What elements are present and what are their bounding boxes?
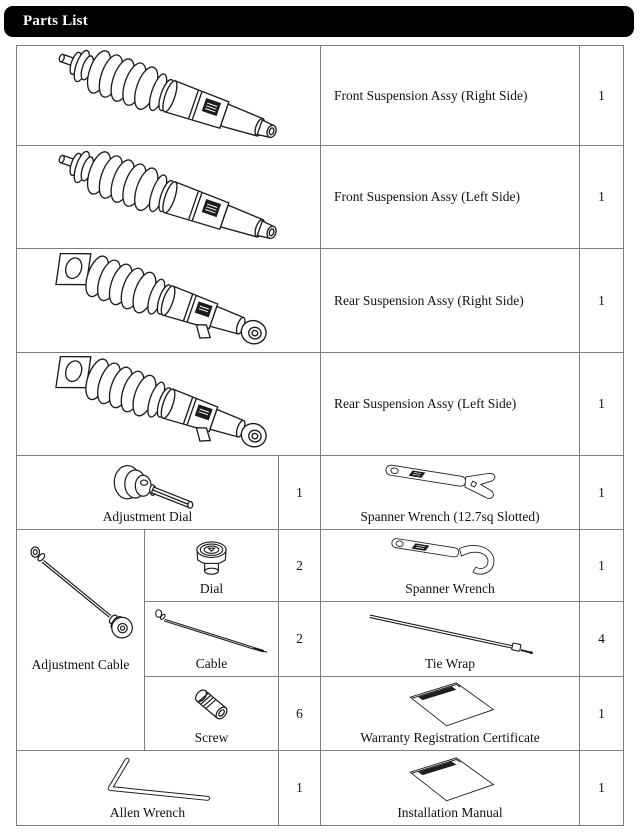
allen-wrench-image (65, 756, 230, 804)
warranty-certificate-image (383, 679, 518, 730)
hook-spanner-wrench-image (380, 534, 520, 580)
part-description (321, 249, 580, 353)
qty-value: 1 (598, 557, 605, 573)
part-label: Dial (199, 581, 224, 596)
adjustment-dial-image (88, 456, 208, 509)
part-label: Installation Manual (397, 805, 503, 820)
part-qty (580, 249, 624, 353)
part-qty (580, 456, 624, 530)
part-qty (580, 602, 624, 677)
page-header (4, 6, 634, 37)
part-description (321, 46, 580, 146)
part-name: Rear Suspension Assy (Right Side) (334, 292, 524, 308)
part-description (321, 146, 580, 249)
part-label: Adjustment Cable (31, 657, 130, 672)
part-qty (279, 602, 321, 677)
part-label: Screw (194, 730, 229, 745)
part-item-cell (17, 751, 279, 826)
part-image-cell (17, 249, 321, 353)
part-item-cell (321, 751, 580, 826)
qty-value: 4 (598, 631, 605, 646)
qty-value: 1 (598, 87, 605, 103)
part-qty (279, 530, 321, 602)
qty-value: 2 (296, 557, 303, 573)
part-qty (580, 677, 624, 751)
part-item-cell (321, 602, 580, 677)
part-item-cell (145, 530, 279, 602)
front-suspension-right-image (44, 48, 294, 144)
page-title: Parts List (23, 13, 88, 29)
qty-value: 1 (598, 189, 605, 204)
qty-value: 6 (296, 705, 303, 721)
front-suspension-left-image (44, 149, 294, 245)
qty-value: 1 (598, 292, 605, 308)
qty-value: 1 (598, 396, 605, 411)
part-label: Adjustment Dial (102, 509, 193, 524)
dial-image (184, 534, 239, 580)
part-image-cell (17, 46, 321, 146)
part-label: Tie Wrap (424, 656, 476, 671)
part-item-cell (145, 602, 279, 677)
part-label: Warranty Registration Certificate (360, 730, 540, 745)
part-label: Spanner Wrench (405, 581, 495, 596)
part-item-cell (321, 530, 580, 602)
screw-image (190, 684, 234, 726)
part-name: Front Suspension Assy (Left Side) (334, 189, 521, 204)
part-image-cell (17, 353, 321, 456)
part-item-cell (321, 456, 580, 530)
part-label: Cable (195, 656, 228, 671)
parts-table (16, 45, 624, 826)
part-name: Rear Suspension Assy (Left Side) (334, 396, 517, 411)
adjustment-cable-cell (17, 530, 145, 751)
installation-manual-image (383, 754, 518, 806)
part-name: Front Suspension Assy (Right Side) (334, 87, 528, 103)
part-label: Allen Wrench (109, 805, 186, 820)
part-qty (580, 46, 624, 146)
part-qty (580, 146, 624, 249)
qty-value: 2 (296, 631, 303, 646)
rear-suspension-right-image (44, 253, 294, 349)
part-qty (279, 677, 321, 751)
rear-suspension-left-image (44, 356, 294, 452)
qty-value: 1 (598, 484, 605, 500)
cable-image (149, 606, 275, 656)
slotted-spanner-wrench-image (373, 460, 528, 508)
part-image-cell (17, 146, 321, 249)
part-qty (279, 751, 321, 826)
qty-value: 1 (296, 484, 303, 500)
part-description (321, 353, 580, 456)
qty-value: 1 (598, 780, 605, 795)
part-item-cell (17, 456, 279, 530)
part-qty (580, 530, 624, 602)
adjustment-cable-image (25, 540, 137, 650)
part-qty (279, 456, 321, 530)
part-label: Spanner Wrench (12.7sq Slotted) (360, 509, 540, 524)
tie-wrap-image (355, 606, 545, 656)
part-qty (580, 353, 624, 456)
part-item-cell (321, 677, 580, 751)
part-item-cell (145, 677, 279, 751)
part-qty (580, 751, 624, 826)
qty-value: 1 (598, 705, 605, 721)
qty-value: 1 (296, 780, 303, 795)
